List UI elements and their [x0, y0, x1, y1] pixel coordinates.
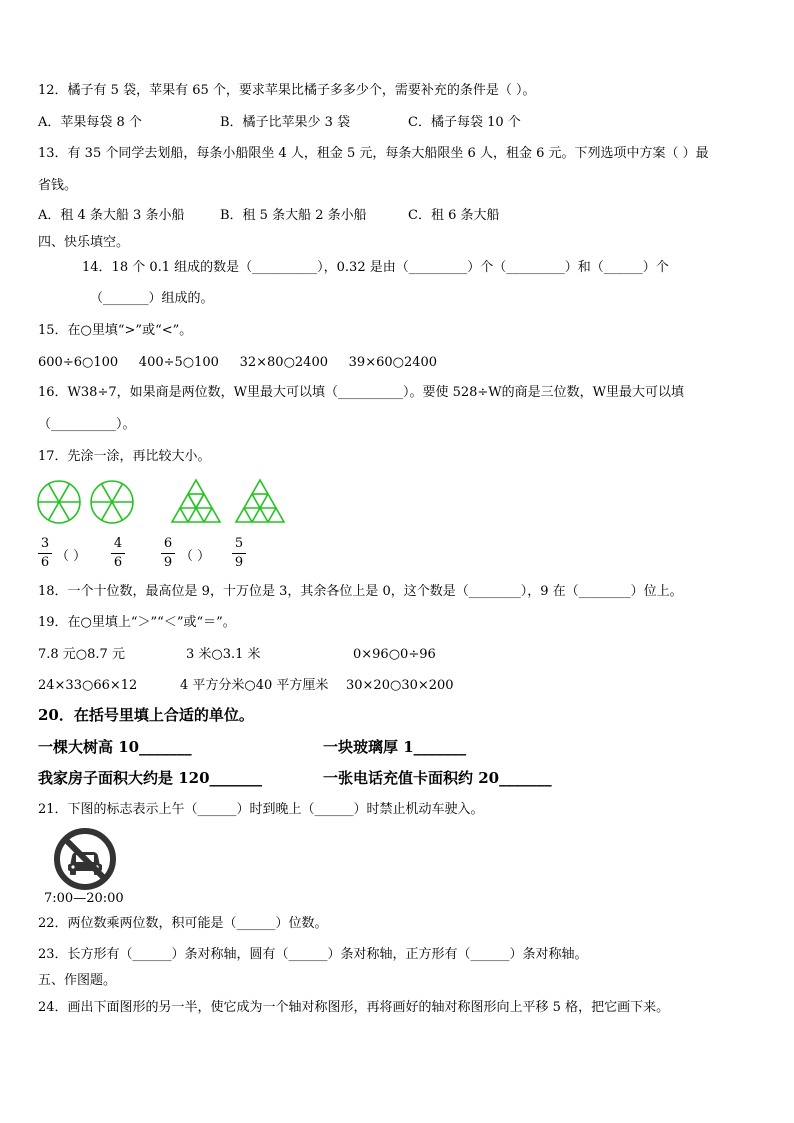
q13-option-a[interactable]: A．租 4 条大船 3 条小船	[38, 208, 185, 223]
q19-item-2: 3 米○3.1 米	[186, 647, 261, 662]
q20-item-3: 我家房子面积大约是 120_______	[38, 769, 263, 787]
no-motor-vehicle-sign-icon	[52, 826, 118, 892]
q15-stem: 15．在○里填“>”或“<”。	[38, 323, 193, 338]
q17-figures	[35, 478, 285, 526]
q19-item-6: 30×20○30×200	[346, 678, 454, 693]
fraction-6-9: 6 9	[161, 536, 175, 571]
q14-line2: （_______）组成的。	[90, 291, 214, 306]
circle-sixths-2	[91, 481, 133, 523]
q23-stem: 23．长方形有（______）条对称轴，圆有（______）条对称轴，正方形有（______）条对称轴。	[38, 947, 588, 962]
q19-item-3: 0×96○0÷96	[353, 647, 436, 662]
q13-line1: 13．有 35 个同学去划船，每条小船限坐 4 人，租金 5 元，每条大船限坐 6 人，租金 6 元。下列选项中方案（ ）最	[38, 146, 709, 161]
fraction-3-6: 3 6	[38, 536, 52, 571]
q17-stem: 17．先涂一涂，再比较大小。	[38, 449, 211, 464]
q20-item-2: 一块玻璃厚 1_______	[323, 738, 467, 756]
q17-blank-2[interactable]: （ ）	[180, 549, 211, 564]
fraction-5-9: 5 9	[232, 536, 246, 571]
q24-stem: 24．画出下面图形的另一半，使它成为一个轴对称图形，再将画好的轴对称图形向上平移 5 格，把它画下来。	[38, 1000, 670, 1015]
q20-row2	[38, 770, 738, 788]
triangle-ninths-1	[172, 480, 220, 522]
q14-line1: 14．18 个 0.1 组成的数是（__________），0.32 是由（_________）个（_________）和（______）个	[82, 260, 669, 275]
q21-stem: 21．下图的标志表示上午（______）时到晚上（______）时禁止机动车驶入。	[38, 802, 484, 817]
q21-time-label: 7:00—20:00	[44, 891, 124, 906]
section-5-heading: 五、作图题。	[38, 973, 117, 988]
q19-item-5: 4 平方分米○40 平方厘米	[180, 678, 329, 693]
q16-line2: （__________）。	[38, 417, 136, 432]
q13-line2: 省钱。	[38, 178, 78, 193]
q12-option-a[interactable]: A．苹果每袋 8 个	[38, 115, 142, 130]
q17-blank-1[interactable]: （ ）	[56, 549, 87, 564]
q13-option-b[interactable]: B．租 5 条大船 2 条小船	[220, 208, 367, 223]
q15-items: 600÷6○100 400÷5○100 32×80○2400 39×60○2400	[38, 355, 438, 370]
circle-sixths-1	[38, 481, 80, 523]
q19-stem: 19．在○里填上“＞”“＜”或“＝”。	[38, 615, 236, 630]
q20-stem: 20．在括号里填上合适的单位。	[38, 706, 254, 724]
q20-row1	[38, 739, 738, 757]
q20-item-1: 一棵大树高 10_______	[38, 738, 192, 756]
q16-line1: 16．W38÷7，如果商是两位数，W里最大可以填（__________）。要使 528÷W的商是三位数，W里最大可以填	[38, 385, 685, 400]
q12-stem: 12．橘子有 5 袋，苹果有 65 个，要求苹果比橘子多多少个，需要补充的条件是（ ）。	[38, 83, 536, 98]
q12-option-b[interactable]: B．橘子比苹果少 3 袋	[220, 115, 351, 130]
section-4-heading: 四、快乐填空。	[38, 235, 130, 250]
q18-stem: 18．一个十位数，最高位是 9，十万位是 3，其余各位上是 0，这个数是（________），9 在（________）位上。	[38, 584, 683, 599]
q19-item-1: 7.8 元○8.7 元	[38, 647, 125, 662]
q19-item-4: 24×33○66×12	[38, 678, 138, 693]
q13-option-c[interactable]: C．租 6 条大船	[408, 208, 500, 223]
fraction-4-6: 4 6	[111, 536, 125, 571]
q22-stem: 22．两位数乘两位数，积可能是（______）位数。	[38, 916, 328, 931]
q12-option-c[interactable]: C．橘子每袋 10 个	[408, 115, 521, 130]
q20-item-4: 一张电话充值卡面积约 20_______	[323, 769, 552, 787]
triangle-ninths-2	[236, 480, 284, 522]
